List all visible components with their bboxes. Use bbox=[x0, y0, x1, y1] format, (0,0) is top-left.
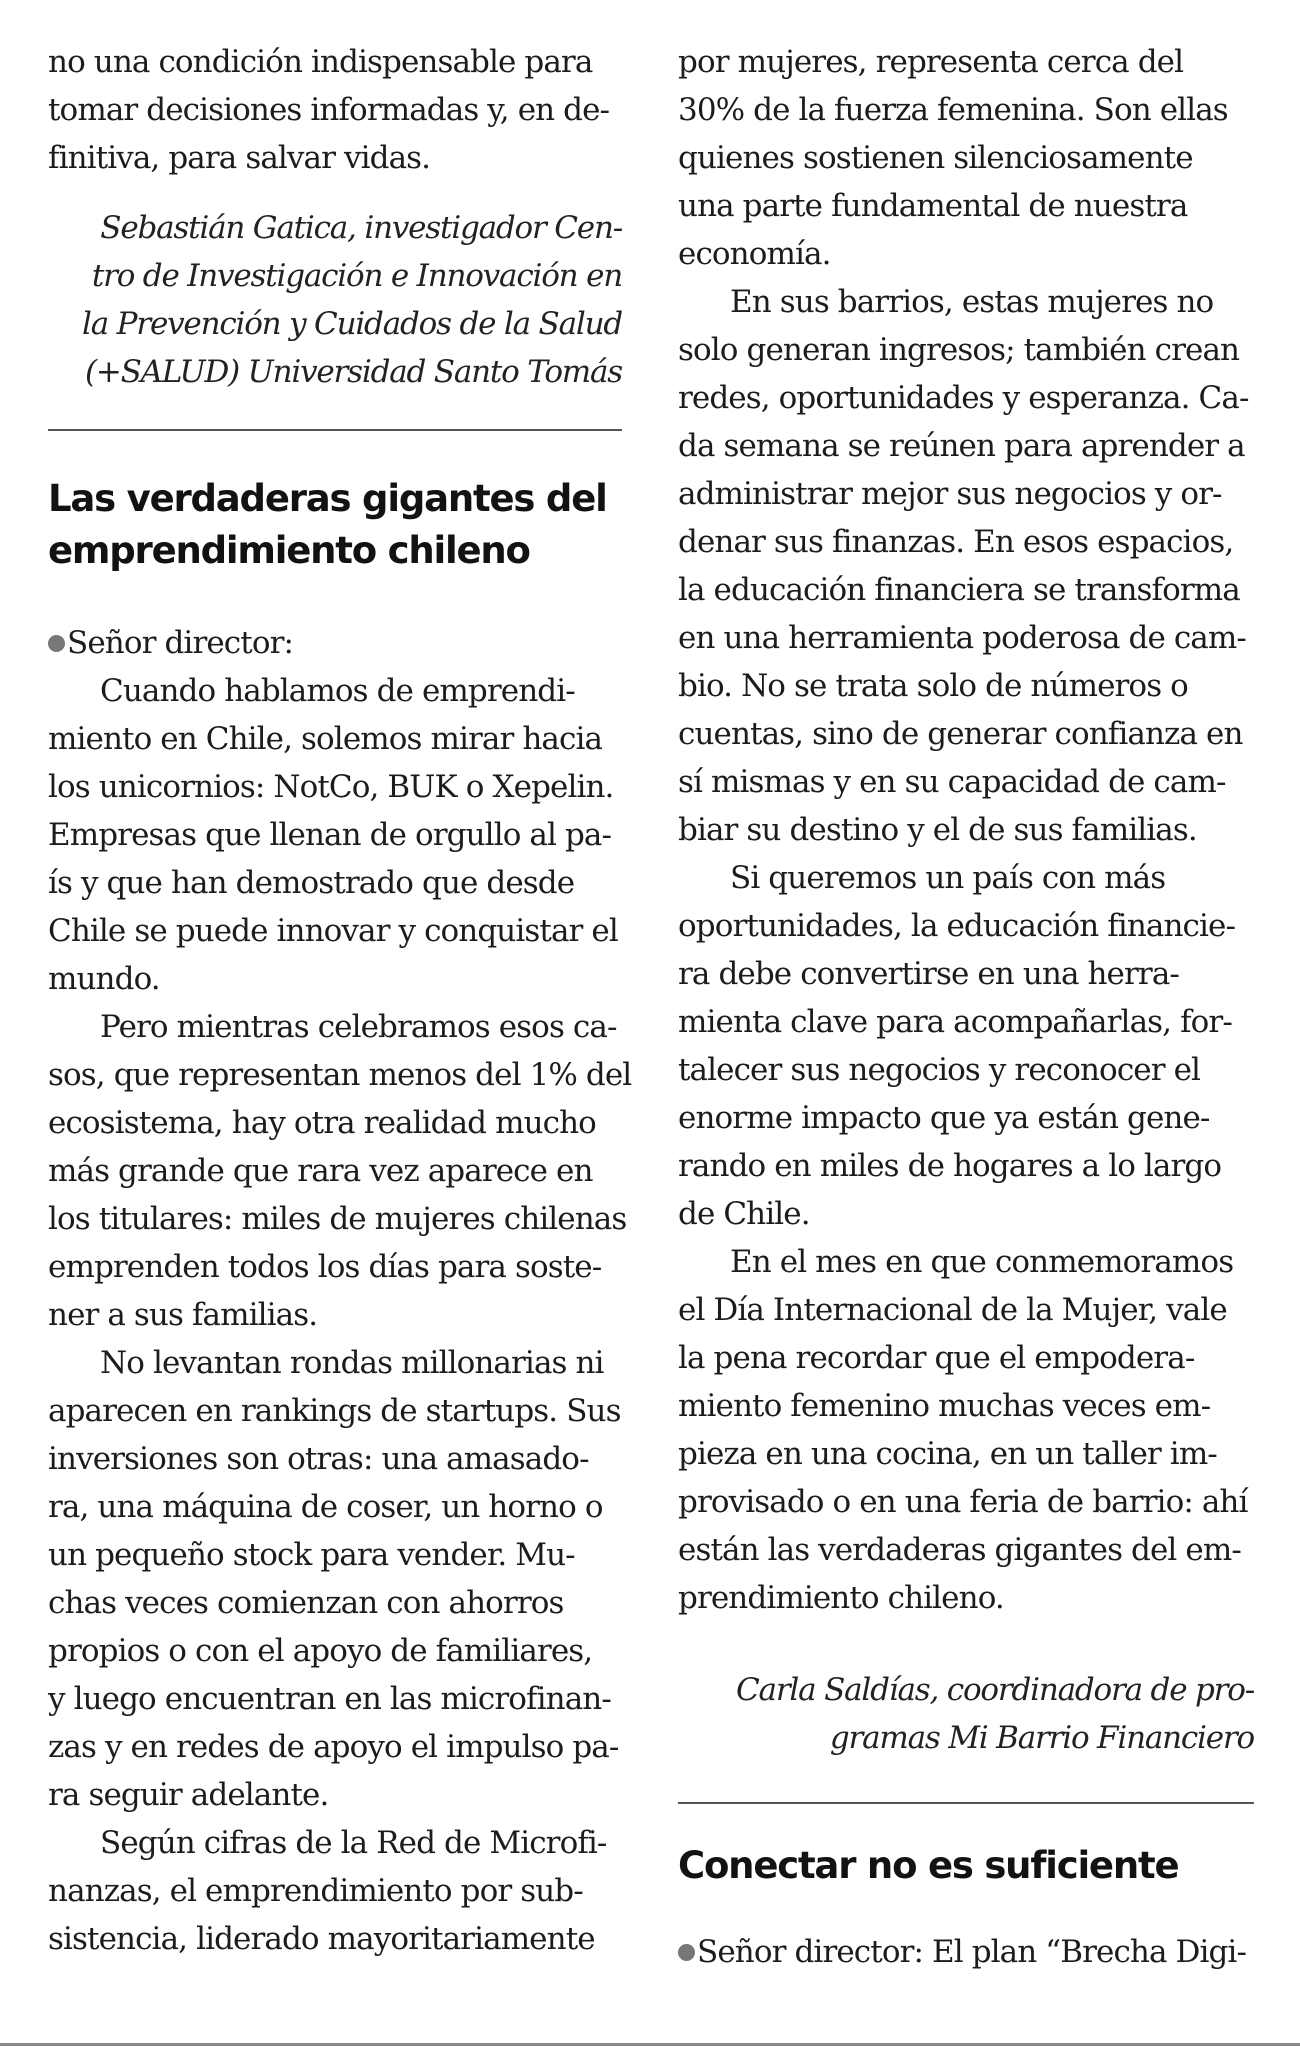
letter-body-continued bbox=[678, 38, 1254, 1622]
text-line: Empresas que llenan de orgullo al pa- bbox=[48, 817, 612, 853]
bullet-icon bbox=[678, 1944, 695, 1961]
salutation bbox=[48, 619, 622, 667]
text-line: solo generan ingresos; también crean bbox=[678, 332, 1240, 368]
text-line: Según cifras de la Red de Microfi- bbox=[100, 1825, 607, 1861]
text-line: ecosistema, hay otra realidad mucho bbox=[48, 1105, 596, 1141]
salutation-text: Señor director: El plan “Brecha Digi- bbox=[697, 1934, 1247, 1970]
headline-line: emprendimiento chileno bbox=[48, 529, 530, 572]
text-line: denar sus finanzas. En esos espacios, bbox=[678, 524, 1234, 560]
text-line: talecer sus negocios y reconocer el bbox=[678, 1052, 1201, 1088]
text-line: la pena recordar que el empodera- bbox=[678, 1340, 1195, 1376]
salutation-text: Señor director: bbox=[67, 625, 294, 661]
signature-line: la Prevención y Cuidados de la Salud bbox=[82, 306, 622, 342]
text-line: ner a sus familias. bbox=[48, 1297, 318, 1333]
text-line: Si queremos un país con más bbox=[730, 860, 1166, 896]
text-line: una parte fundamental de nuestra bbox=[678, 188, 1188, 224]
text-line: miento femenino muchas veces em- bbox=[678, 1388, 1211, 1424]
text-line: finitiva, para salvar vidas. bbox=[48, 140, 431, 176]
text-line: rando en miles de hogares a lo largo bbox=[678, 1148, 1222, 1184]
text-line: de Chile. bbox=[678, 1196, 810, 1232]
previous-letter-ending bbox=[48, 38, 622, 182]
signature-line: tro de Investigación e Innovación en bbox=[91, 258, 622, 294]
text-line: da semana se reúnen para aprender a bbox=[678, 428, 1245, 464]
letter-headline bbox=[48, 473, 622, 577]
headline-line: Las verdaderas gigantes del bbox=[48, 477, 607, 520]
text-line: ís y que han demostrado que desde bbox=[48, 865, 575, 901]
section-divider bbox=[678, 1802, 1254, 1804]
text-line: cuentas, sino de generar confianza en bbox=[678, 716, 1243, 752]
text-line: más grande que rara vez aparece en bbox=[48, 1153, 593, 1189]
text-line: ra debe convertirse en una herra- bbox=[678, 956, 1179, 992]
text-line: En el mes en que conmemoramos bbox=[730, 1244, 1234, 1280]
bullet-icon bbox=[48, 635, 65, 652]
signature-saldias bbox=[678, 1666, 1254, 1762]
text-line: pieza en una cocina, en un taller im- bbox=[678, 1436, 1217, 1472]
text-line: aparecen en rankings de startups. Sus bbox=[48, 1393, 621, 1429]
text-line: la educación financiera se transforma bbox=[678, 572, 1240, 608]
text-line: tomar decisiones informadas y, en de- bbox=[48, 92, 610, 128]
section-divider bbox=[48, 429, 622, 431]
text-line: 30% de la fuerza femenina. Son ellas bbox=[678, 92, 1228, 128]
text-line: en una herramienta poderosa de cam- bbox=[678, 620, 1246, 656]
text-line: provisado o en una feria de barrio: ahí bbox=[678, 1484, 1248, 1520]
text-line: el Día Internacional de la Mujer, vale bbox=[678, 1292, 1227, 1328]
text-line: prendimiento chileno. bbox=[678, 1580, 1004, 1616]
signature-line: (+SALUD) Universidad Santo Tomás bbox=[84, 354, 622, 390]
signature-line: Sebastián Gatica, investigador Cen- bbox=[100, 210, 622, 246]
text-line: un pequeño stock para vender. Mu- bbox=[48, 1537, 575, 1573]
text-line: sos, que representan menos del 1% del bbox=[48, 1057, 632, 1093]
signature-line: Carla Saldías, coordinadora de pro- bbox=[736, 1672, 1254, 1708]
text-line: bio. No se trata solo de números o bbox=[678, 668, 1188, 704]
text-line: No levantan rondas millonarias ni bbox=[100, 1345, 604, 1381]
text-line: chas veces comienzan con ahorros bbox=[48, 1585, 564, 1621]
salutation bbox=[678, 1928, 1254, 1976]
text-line: por mujeres, representa cerca del bbox=[678, 44, 1184, 80]
text-line: biar su destino y el de sus familias. bbox=[678, 812, 1197, 848]
text-line: miento en Chile, solemos mirar hacia bbox=[48, 721, 603, 757]
text-line: enorme impacto que ya están gene- bbox=[678, 1100, 1210, 1136]
text-line: los unicornios: NotCo, BUK o Xepelin. bbox=[48, 769, 614, 805]
letter-body bbox=[48, 619, 632, 1963]
text-line: ra seguir adelante. bbox=[48, 1777, 329, 1813]
text-line: nanzas, el emprendimiento por sub- bbox=[48, 1873, 583, 1909]
text-line: los titulares: miles de mujeres chilenas bbox=[48, 1201, 627, 1237]
text-line: zas y en redes de apoyo el impulso pa- bbox=[48, 1729, 619, 1765]
text-line: mundo. bbox=[48, 961, 160, 997]
text-line: mienta clave para acompañarlas, for- bbox=[678, 1004, 1232, 1040]
text-line: sí mismas y en su capacidad de cam- bbox=[678, 764, 1226, 800]
text-line: redes, oportunidades y esperanza. Ca- bbox=[678, 380, 1249, 416]
signature-gatica bbox=[48, 204, 622, 396]
text-line: quienes sostienen silenciosamente bbox=[678, 140, 1193, 176]
left-column bbox=[48, 38, 632, 1963]
text-line: ra, una máquina de coser, un horno o bbox=[48, 1489, 603, 1525]
page-bottom-rule bbox=[0, 2043, 1300, 2046]
text-line: no una condición indispensable para bbox=[48, 44, 593, 80]
text-line: economía. bbox=[678, 236, 831, 272]
text-line: Chile se puede innovar y conquistar el bbox=[48, 913, 618, 949]
text-line: administrar mejor sus negocios y or- bbox=[678, 476, 1222, 512]
text-line: En sus barrios, estas mujeres no bbox=[730, 284, 1214, 320]
text-line: Cuando hablamos de emprendi- bbox=[100, 673, 575, 709]
text-line: emprenden todos los días para soste- bbox=[48, 1249, 602, 1285]
text-line: están las verdaderas gigantes del em- bbox=[678, 1532, 1241, 1568]
headline-line: Conectar no es suficiente bbox=[678, 1844, 1179, 1887]
text-line: y luego encuentran en las microfinan- bbox=[48, 1681, 611, 1717]
text-line: Pero mientras celebramos esos ca- bbox=[100, 1009, 617, 1045]
text-line: inversiones son otras: una amasado- bbox=[48, 1441, 589, 1477]
text-line: oportunidades, la educación financie- bbox=[678, 908, 1236, 944]
signature-line: gramas Mi Barrio Financiero bbox=[829, 1720, 1254, 1756]
right-column bbox=[678, 38, 1254, 1976]
text-line: propios o con el apoyo de familiares, bbox=[48, 1633, 593, 1669]
text-line: sistencia, liderado mayoritariamente bbox=[48, 1921, 595, 1957]
letter-headline-2 bbox=[678, 1840, 1254, 1892]
next-letter-start bbox=[678, 1928, 1254, 1976]
